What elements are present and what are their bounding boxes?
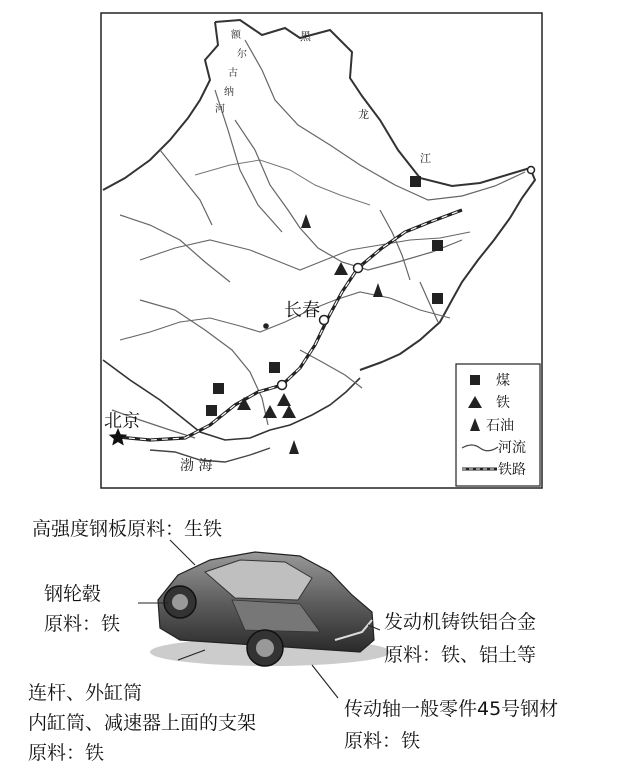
annotation-rod-material: 原料：铁	[28, 742, 105, 764]
label-char: 尔	[237, 49, 247, 60]
car-illustration	[150, 552, 390, 666]
label-beijing: 北京	[104, 411, 140, 432]
label-char: 河	[215, 104, 225, 115]
label-bohai: 渤 海	[180, 458, 213, 474]
station-1	[354, 264, 363, 273]
annotation-rod-parts: 内缸筒、减速器上面的支架	[28, 712, 257, 734]
legend-label-iron: 铁	[496, 395, 510, 411]
map-legend	[456, 364, 540, 486]
legend-label-river: 河流	[498, 440, 526, 456]
coal-square	[432, 240, 443, 251]
label-char: 额	[231, 30, 241, 41]
annotation-engine-material: 原料：铁、铝土等	[384, 644, 537, 666]
legend-label-oil: 石油	[486, 418, 514, 434]
station-3	[278, 381, 287, 390]
annotation-shaft-material: 原料：铁	[344, 730, 421, 752]
label-char: 龙	[358, 108, 369, 121]
car-rear-hub	[172, 594, 188, 610]
annotation-shaft-title: 传动轴一般零件45号钢材	[344, 698, 559, 720]
car-front-hub	[256, 639, 274, 657]
label-char: 古	[228, 68, 238, 79]
station-changchun	[320, 316, 329, 325]
annotation-engine-title: 发动机铸铁铝合金	[384, 611, 537, 633]
coal-square	[432, 293, 443, 304]
label-changchun: 长春	[284, 300, 320, 321]
annotation-wheel-hub-title: 钢轮毂	[44, 583, 102, 605]
legend-coal-icon	[470, 375, 480, 385]
station-4	[528, 167, 535, 174]
label-char: 纳	[224, 87, 234, 98]
label-char: 江	[420, 152, 431, 165]
legend-label-rail: 铁路	[498, 462, 526, 478]
annotation-wheel-hub-material: 原料：铁	[44, 613, 121, 635]
leader-shaft	[312, 665, 338, 698]
annotation-rod-title: 连杆、外缸筒	[28, 682, 143, 704]
city-dot	[263, 323, 269, 329]
leader-steel-plate	[170, 540, 195, 565]
label-char: 黑	[300, 30, 311, 43]
coal-square	[206, 405, 217, 416]
coal-square	[213, 383, 224, 394]
annotation-steel-plate: 高强度钢板原料：生铁	[32, 518, 223, 540]
legend-label-coal: 煤	[496, 373, 510, 389]
coal-square	[410, 176, 421, 187]
coal-square	[269, 362, 280, 373]
